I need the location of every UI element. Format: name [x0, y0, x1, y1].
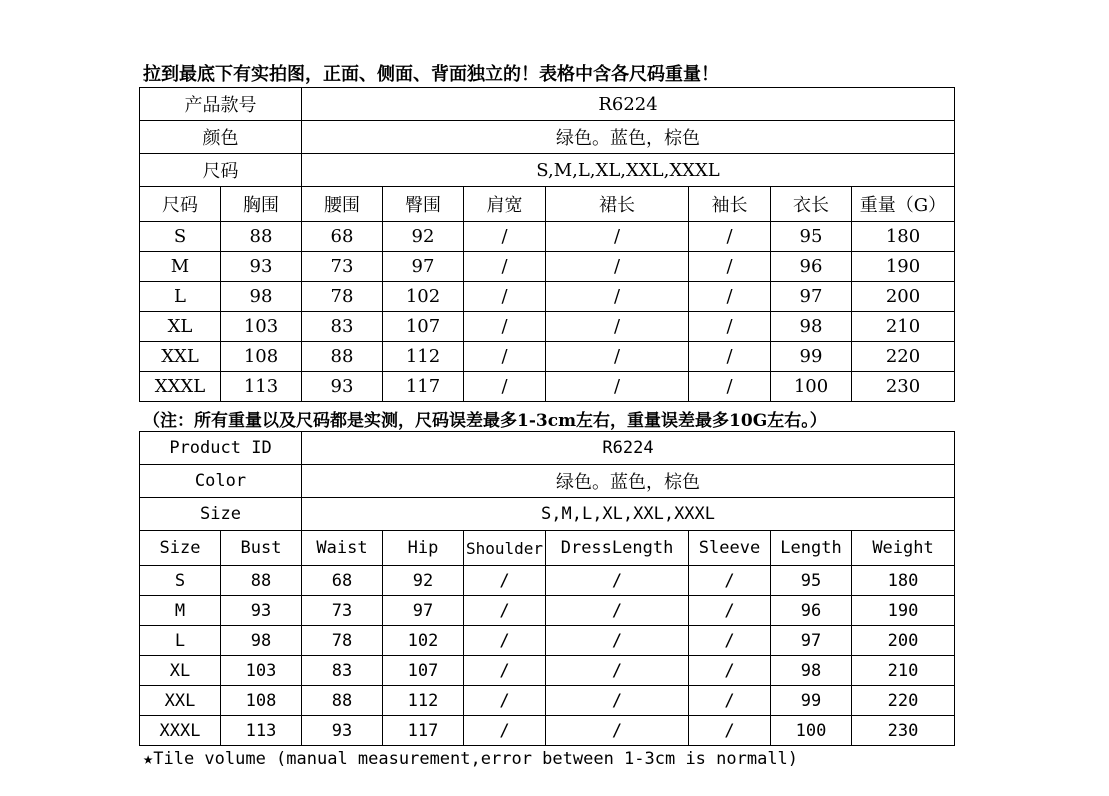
table-cell: / — [464, 372, 546, 402]
table-cell: / — [546, 566, 689, 596]
table-cell: / — [689, 372, 771, 402]
table-cell: 210 — [852, 656, 955, 686]
table-cell: / — [464, 656, 546, 686]
table-cell: 88 — [221, 566, 302, 596]
info-label-product-id: 产品款号 — [140, 88, 302, 121]
table-cell: / — [689, 686, 771, 716]
table-cell: / — [689, 342, 771, 372]
table-cell: 98 — [771, 656, 852, 686]
table-cell: 78 — [302, 282, 383, 312]
header-cell: Shoulder — [464, 531, 546, 566]
table-row — [140, 566, 955, 596]
table-cell: / — [464, 686, 546, 716]
table-cell: / — [464, 222, 546, 252]
table-cell: 102 — [383, 626, 464, 656]
table-cell: / — [464, 252, 546, 282]
table-cell: M — [140, 596, 221, 626]
table-cell: 98 — [221, 282, 302, 312]
table-cell: 230 — [852, 716, 955, 746]
table-row — [140, 596, 955, 626]
table-row — [140, 656, 955, 686]
tile-volume-note: ★Tile volume (manual measurement,error between 1-3cm is normall) — [143, 749, 799, 769]
table-cell: XXL — [140, 342, 221, 372]
size-table-english — [139, 431, 955, 746]
table-cell: / — [689, 222, 771, 252]
table-cell: 230 — [852, 372, 955, 402]
table-cell: 117 — [383, 716, 464, 746]
table-cell: 78 — [302, 626, 383, 656]
header-cell: DressLength — [546, 531, 689, 566]
measurement-note: （注：所有重量以及尺码都是实测，尺码误差最多1-3cm左右，重量误差最多10G左右。） — [143, 411, 827, 431]
table-cell: 97 — [771, 282, 852, 312]
table-row — [140, 686, 955, 716]
table-cell: / — [689, 282, 771, 312]
info-value-product-id: R6224 — [302, 432, 955, 465]
table-cell: 88 — [302, 342, 383, 372]
top-note: 拉到最底下有实拍图，正面、侧面、背面独立的！表格中含各尺码重量！ — [143, 64, 719, 85]
table-cell: 68 — [302, 566, 383, 596]
header-cell: 腰围 — [302, 187, 383, 222]
table-row — [140, 312, 955, 342]
table-cell: 97 — [771, 626, 852, 656]
table-cell: 92 — [383, 566, 464, 596]
table-row — [140, 252, 955, 282]
table-cell: S — [140, 566, 221, 596]
table-row — [140, 372, 955, 402]
header-cell: Hip — [383, 531, 464, 566]
header-cell: 胸围 — [221, 187, 302, 222]
info-label-color: Color — [140, 465, 302, 498]
table-cell: 220 — [852, 342, 955, 372]
table-cell: 96 — [771, 252, 852, 282]
info-value-size: S,M,L,XL,XXL,XXXL — [302, 498, 955, 531]
table-cell: 93 — [221, 596, 302, 626]
info-value-color: 绿色。蓝色，棕色 — [302, 121, 955, 154]
table-cell: 190 — [852, 252, 955, 282]
table-cell: 180 — [852, 222, 955, 252]
table-cell: / — [689, 656, 771, 686]
table-cell: / — [689, 566, 771, 596]
table-cell: XL — [140, 656, 221, 686]
table-cell: XL — [140, 312, 221, 342]
header-cell: 重量（G） — [852, 187, 955, 222]
table-cell: / — [689, 312, 771, 342]
table-row — [140, 342, 955, 372]
table-cell: 95 — [771, 222, 852, 252]
table-cell: 68 — [302, 222, 383, 252]
table-cell: 73 — [302, 596, 383, 626]
table-cell: 100 — [771, 372, 852, 402]
table-cell: 210 — [852, 312, 955, 342]
table-cell: 95 — [771, 566, 852, 596]
table-cell: 200 — [852, 626, 955, 656]
table-cell: / — [546, 312, 689, 342]
table-cell: 190 — [852, 596, 955, 626]
table-cell: 88 — [221, 222, 302, 252]
table-cell: 220 — [852, 686, 955, 716]
table-cell: / — [464, 626, 546, 656]
table-cell: / — [546, 342, 689, 372]
header-cell: 裙长 — [546, 187, 689, 222]
table-cell: 83 — [302, 656, 383, 686]
table-cell: XXXL — [140, 716, 221, 746]
table-cell: 112 — [383, 342, 464, 372]
table-cell: / — [689, 716, 771, 746]
table-cell: / — [546, 596, 689, 626]
table-cell: 98 — [771, 312, 852, 342]
table-row — [140, 626, 955, 656]
table-cell: / — [464, 566, 546, 596]
header-row — [140, 531, 955, 566]
table-cell: / — [689, 626, 771, 656]
header-cell: 衣长 — [771, 187, 852, 222]
table-cell: / — [546, 716, 689, 746]
table-cell: / — [464, 312, 546, 342]
table-cell: 73 — [302, 252, 383, 282]
header-cell: Bust — [221, 531, 302, 566]
table-cell: 83 — [302, 312, 383, 342]
table-cell: / — [546, 626, 689, 656]
header-cell: Waist — [302, 531, 383, 566]
info-label-product-id: Product ID — [140, 432, 302, 465]
header-row — [140, 187, 955, 222]
header-cell: Sleeve — [689, 531, 771, 566]
table-cell: 102 — [383, 282, 464, 312]
table-cell: 103 — [221, 656, 302, 686]
table-cell: / — [464, 716, 546, 746]
table-row — [140, 716, 955, 746]
table-cell: 88 — [302, 686, 383, 716]
header-cell: Size — [140, 531, 221, 566]
table-cell: 93 — [221, 252, 302, 282]
table-row — [140, 222, 955, 252]
table-cell: 103 — [221, 312, 302, 342]
table-cell: XXXL — [140, 372, 221, 402]
table-cell: 112 — [383, 686, 464, 716]
header-cell: 袖长 — [689, 187, 771, 222]
table-cell: / — [546, 252, 689, 282]
table-cell: / — [546, 282, 689, 312]
table-cell: S — [140, 222, 221, 252]
table-cell: 92 — [383, 222, 464, 252]
table-cell: 107 — [383, 656, 464, 686]
header-cell: Length — [771, 531, 852, 566]
table-cell: 98 — [221, 626, 302, 656]
table-cell: / — [546, 372, 689, 402]
table-cell: 99 — [771, 342, 852, 372]
table-cell: 108 — [221, 342, 302, 372]
table-cell: / — [464, 342, 546, 372]
table-cell: 96 — [771, 596, 852, 626]
table-cell: / — [689, 596, 771, 626]
table-cell: 180 — [852, 566, 955, 596]
table-cell: XXL — [140, 686, 221, 716]
table-cell: / — [546, 686, 689, 716]
table-cell: / — [689, 252, 771, 282]
table-cell: 117 — [383, 372, 464, 402]
table-cell: / — [546, 222, 689, 252]
header-cell: 肩宽 — [464, 187, 546, 222]
table-cell: 99 — [771, 686, 852, 716]
info-label-size: Size — [140, 498, 302, 531]
header-cell: 尺码 — [140, 187, 221, 222]
info-value-size: S,M,L,XL,XXL,XXXL — [302, 154, 955, 187]
table-cell: 93 — [302, 716, 383, 746]
info-value-product-id: R6224 — [302, 88, 955, 121]
table-cell: L — [140, 282, 221, 312]
size-table-chinese — [139, 87, 955, 402]
table-row — [140, 282, 955, 312]
info-label-color: 颜色 — [140, 121, 302, 154]
table-cell: M — [140, 252, 221, 282]
table-cell: 93 — [302, 372, 383, 402]
table-cell: 200 — [852, 282, 955, 312]
info-value-color: 绿色。蓝色，棕色 — [302, 465, 955, 498]
table-cell: / — [464, 282, 546, 312]
table-cell: 108 — [221, 686, 302, 716]
header-cell: Weight — [852, 531, 955, 566]
table-cell: / — [464, 596, 546, 626]
table-cell: 100 — [771, 716, 852, 746]
header-cell: 臀围 — [383, 187, 464, 222]
table-cell: 97 — [383, 252, 464, 282]
table-cell: 97 — [383, 596, 464, 626]
table-cell: / — [546, 656, 689, 686]
table-cell: 113 — [221, 716, 302, 746]
table-cell: 107 — [383, 312, 464, 342]
table-cell: 113 — [221, 372, 302, 402]
table-cell: L — [140, 626, 221, 656]
info-label-size: 尺码 — [140, 154, 302, 187]
